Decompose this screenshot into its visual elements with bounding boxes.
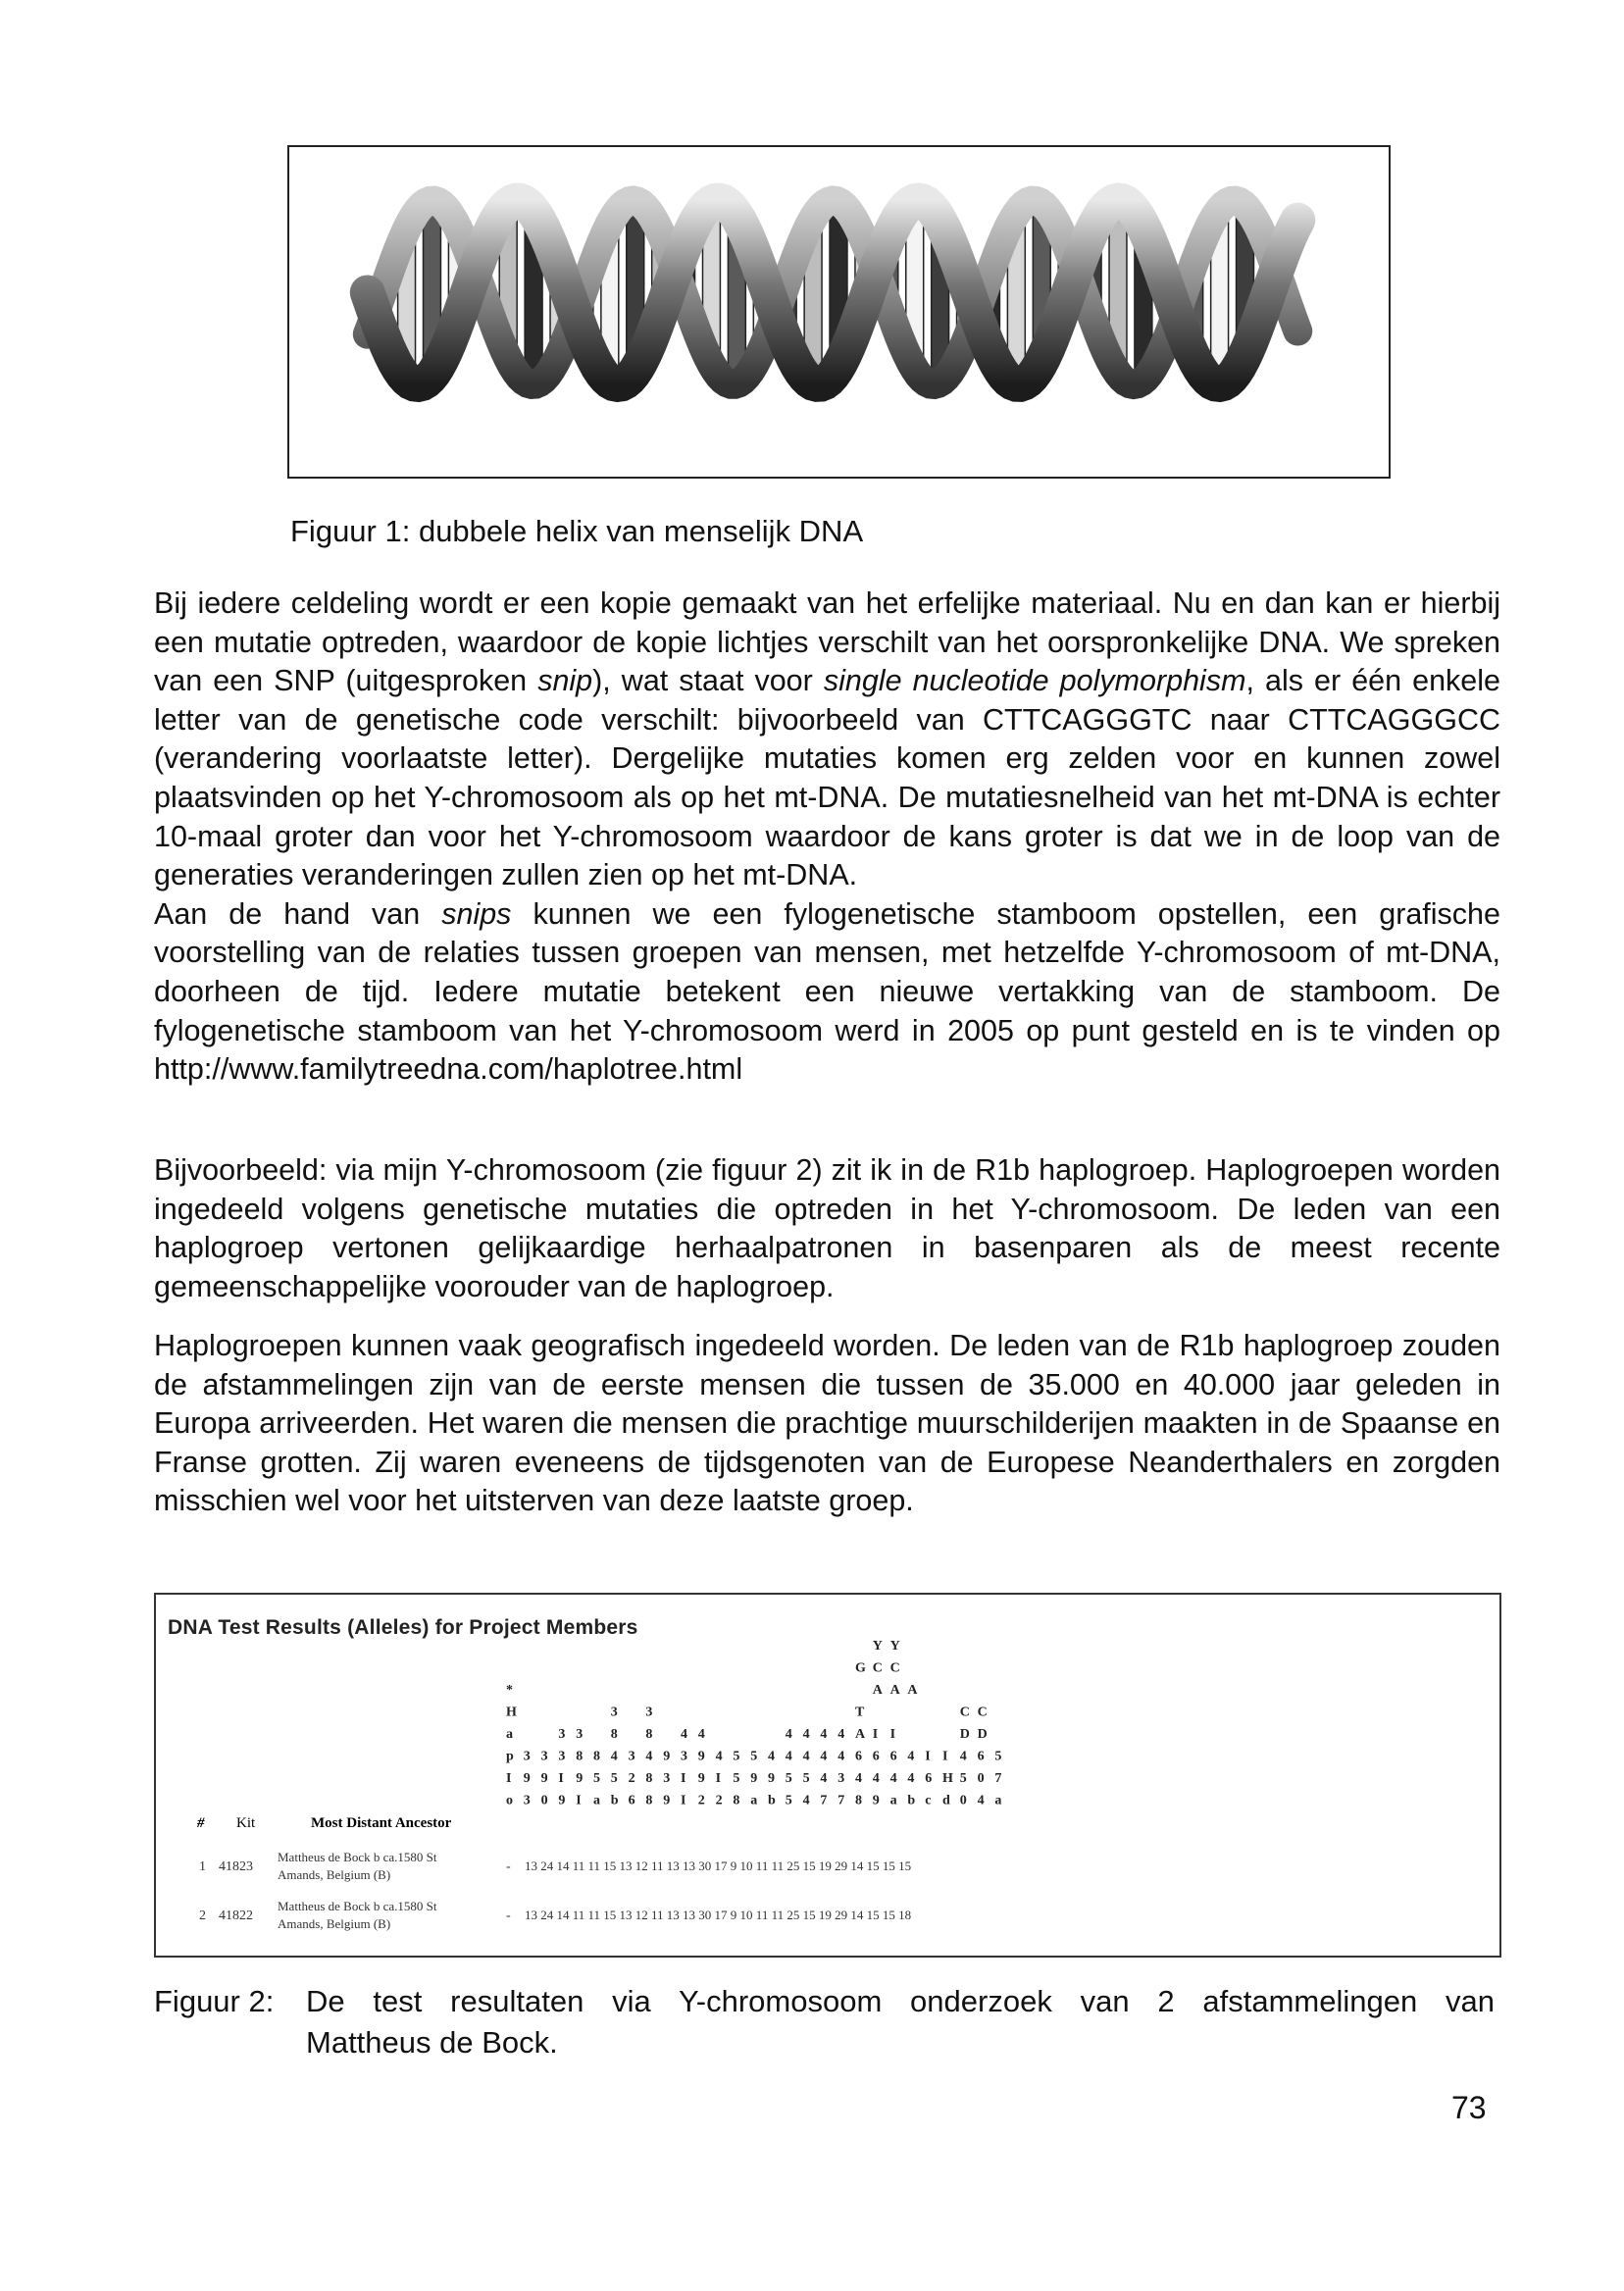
marker-header-char: 5 [593,1771,600,1786]
marker-header-char: 5 [733,1771,740,1786]
marker-header-char: 0 [977,1771,985,1786]
marker-header-char: b [610,1793,619,1808]
marker-header-char: 6 [855,1749,862,1764]
dna-helix-figure [287,145,1391,479]
row-number: 2 [199,1909,206,1923]
marker-header-char: a [506,1727,513,1742]
marker-header-char: I [889,1727,896,1742]
marker-header-char: 8 [610,1727,618,1742]
marker-header-char: 6 [925,1771,933,1786]
marker-header-char: 9 [576,1771,584,1786]
marker-header-char: 4 [785,1727,792,1742]
marker-header-char: 8 [645,1793,653,1808]
marker-header-char: 4 [837,1727,845,1742]
marker-header-char: Y [889,1639,900,1654]
marker-header-char: Y [872,1639,883,1654]
marker-header-char: o [506,1793,513,1808]
marker-header-char: 3 [681,1749,687,1764]
marker-header-char: 4 [820,1771,828,1786]
marker-header-char: 9 [872,1793,880,1808]
marker-header-char: 3 [540,1749,548,1764]
marker-header-char: 3 [576,1727,584,1742]
result-rows [199,1850,911,1931]
marker-header-char: 4 [907,1749,915,1764]
marker-header-char: 4 [802,1749,810,1764]
marker-header-char: I [942,1749,948,1764]
column-hash-label: # [197,1815,205,1831]
marker-header-char: C [872,1660,883,1676]
marker-header-char: H [506,1705,517,1720]
italic-term: snip [537,664,593,698]
text-run: Bij iedere celdeling wordt er een kopie gemaakt van het erfelijke materiaal. Nu en dan kan er hierbij een mutatie optreden, waardoor de kopie lichtjes verschilt van het oorspronkelijke DNA. We spreken van een SNP (uitgesproken [154,586,1500,698]
marker-header-char: 8 [645,1771,653,1786]
marker-header-char: c [925,1793,932,1808]
marker-header-char: 4 [977,1793,985,1808]
marker-header-char: 3 [837,1771,845,1786]
marker-header-char: 8 [855,1793,862,1808]
marker-header-char: b [907,1793,916,1808]
marker-header-char: 4 [907,1771,915,1786]
kit-number: 41822 [219,1909,253,1923]
marker-header-char: I [925,1749,931,1764]
marker-header-char: 4 [610,1749,618,1764]
marker-header-char: d [942,1793,950,1808]
marker-header-char: A [855,1727,866,1742]
marker-header-char: 5 [610,1771,618,1786]
marker-header-char: 9 [558,1793,566,1808]
paragraph-geography: Haplogroepen kunnen vaak geografisch ingedeeld worden. De leden van de R1b haplogroep zouden de afstammelingen zijn van de eerste mensen die tussen de 35.000 en 40.000 jaar geleden in Europa arriveerden. Het waren die mensen die prachtige muurschilderijen maakten in de Spaanse en Franse grotten. Zij waren eveneens de tijdsgenoten van de Europese Neanderthalers en zorgden misschien wel voor het uitsterven van deze laatste groep. [154,1329,1500,1518]
marker-header-char: 9 [697,1771,705,1786]
row-number: 1 [199,1859,206,1874]
marker-header-char: A [872,1683,883,1698]
marker-header-char: 3 [558,1749,566,1764]
marker-header-char: 0 [540,1793,548,1808]
row-dash: - [506,1909,511,1923]
marker-header-char: 4 [820,1727,828,1742]
marker-header-char: 4 [768,1749,775,1764]
table-grid [156,1595,1499,1956]
marker-header-char: I [715,1771,722,1786]
marker-header-char: 4 [872,1771,880,1786]
marker-header-char: 6 [977,1749,985,1764]
marker-header-char: 4 [889,1771,897,1786]
marker-header-char: 4 [645,1749,653,1764]
marker-header-char: a [889,1793,897,1808]
marker-header-char: 9 [750,1771,758,1786]
italic-term: snips [441,896,512,931]
marker-header-char: 6 [628,1793,635,1808]
text-run: , als er één enkele letter van de genetische code verschilt: bijvoorbeeld van CTTCAGGGTC naar CTTCAGGGCC (verandering voorlaatste letter). Dergelijke mutaties komen erg zelden voor en kunnen zowel plaatsvinden op het Y-chromosoom als op het mt-DNA. De mutatiesnelheid van het mt-DNA is echter 10-maal groter dan voor het Y-chromosoom waardoor de kans groter is dat we in de loop van de generaties veranderingen zullen zien op het mt-DNA. [154,664,1500,892]
marker-header-char: 2 [715,1793,723,1808]
marker-header-char: 5 [785,1793,792,1808]
marker-header-char: 4 [681,1727,687,1742]
marker-header-char: 8 [576,1749,584,1764]
marker-header-char: 8 [733,1793,740,1808]
marker-header-char: 5 [959,1771,967,1786]
marker-header-char: D [959,1727,970,1742]
marker-header-char: H [942,1771,953,1786]
marker-header-char: 9 [663,1793,671,1808]
figure-2-caption-line2: Mattheus de Bock. [306,2025,558,2060]
marker-header-char: C [977,1705,988,1720]
marker-header-char: I [681,1771,686,1786]
page-number: 73 [1451,2090,1487,2125]
dna-test-results-table [154,1593,1501,1958]
marker-header-char: 4 [802,1727,810,1742]
marker-header-char: 3 [523,1749,531,1764]
ancestor-location: Amands, Belgium (B) [278,1867,391,1882]
marker-header-char: 3 [610,1705,618,1720]
marker-header-char: 9 [697,1749,705,1764]
marker-header-char: 4 [802,1793,810,1808]
marker-header-char: 6 [872,1749,880,1764]
marker-header-char: b [768,1793,776,1808]
figure-2-caption [154,1981,1500,2063]
marker-header-char: 5 [733,1749,740,1764]
marker-header-char: I [506,1771,512,1786]
column-kit-label: Kit [236,1815,256,1831]
marker-header-char: 3 [645,1705,653,1720]
marker-header-char: I [558,1771,564,1786]
paragraph-snp-explanation [154,585,1500,1090]
marker-header-char: 4 [785,1749,792,1764]
marker-header-char: A [907,1683,918,1698]
marker-header-char: 6 [889,1749,897,1764]
table-title: DNA Test Results (Alleles) for Project Members [168,1616,638,1639]
marker-header-char: 9 [663,1749,671,1764]
marker-header-char: * [506,1683,513,1698]
marker-header-char: 9 [523,1771,531,1786]
text-run: kunnen we een fylogenetische stamboom opstellen, een grafische voorstelling van de relaties tussen groepen van mensen, met hetzelfde Y-chromosoom of mt-DNA, doorheen de tijd. Iedere mutatie betekent een nieuwe vertakking van de stamboom. De fylogenetische stamboom van het Y-chromosoom werd in 2005 op punt gesteld en is te vinden op http://www.familytreedna.com/haplotree.html [154,896,1500,1087]
marker-header-char: I [576,1793,582,1808]
marker-header-char: 5 [750,1749,758,1764]
marker-header-char: 3 [628,1749,635,1764]
marker-header-char: 9 [540,1771,548,1786]
italic-term: single nucleotide polymorphism [823,664,1246,698]
marker-header-char: 8 [645,1727,653,1742]
marker-header-char: 4 [959,1749,967,1764]
text-run: Aan de hand van [154,896,442,931]
marker-header-char: 7 [837,1793,845,1808]
row-dash: - [506,1859,511,1874]
paragraph-haplogroup: Bijvoorbeeld: via mijn Y-chromosoom (zie figuur 2) zit ik in de R1b haplogroep. Haplogroepen worden ingedeeld volgens genetische mutaties die optreden in het Y-chromosoom. De leden van een haplogroep vertonen gelijkaardige herhaalpatronen in basenparen als de meest recente gemeenschappelijke voorouder van de haplogroep. [154,1153,1500,1303]
marker-header-char: 4 [715,1749,723,1764]
marker-header-char: 2 [697,1793,705,1808]
marker-header-char: 7 [820,1793,828,1808]
column-ancestor-label: Most Distant Ancestor [311,1815,452,1831]
figure-2-label: Figuur 2: [154,1984,275,2018]
marker-header-char: 4 [820,1749,828,1764]
marker-header-char: 5 [785,1771,792,1786]
marker-header-char: I [681,1793,686,1808]
text-run: ), wat staat voor [592,664,824,698]
marker-header-char: 0 [959,1793,967,1808]
marker-header-char: 4 [697,1727,705,1742]
marker-header-char: a [593,1793,600,1808]
dna-helix-illustration [289,147,1389,477]
ancestor-location: Amands, Belgium (B) [278,1916,391,1931]
marker-header-char: 9 [768,1771,775,1786]
marker-header-char: 3 [663,1771,671,1786]
marker-header-char: 5 [802,1771,810,1786]
marker-header-char: C [889,1660,900,1676]
marker-header-char: 8 [593,1749,600,1764]
marker-header-char: a [994,1793,1002,1808]
marker-header-char: C [959,1705,970,1720]
kit-number: 41823 [219,1859,253,1874]
marker-header-char: T [855,1705,865,1720]
figure-2-caption-line1: De test resultaten via Y-chromosoom onderzoek van 2 afstammelingen van [306,1984,1495,2018]
marker-header-char: p [506,1749,514,1764]
marker-header-char: a [750,1793,758,1808]
figure-1-caption: Figuur 1: dubbele helix van menselijk DNA [290,514,864,548]
allele-values: 13 24 14 11 11 15 13 12 11 13 13 30 17 9 10 11 11 25 15 19 29 14 15 15 18 [525,1908,912,1922]
marker-header-char: 2 [628,1771,635,1786]
ancestor-name: Mattheus de Bock b ca.1580 St [278,1850,437,1864]
marker-header-char: 3 [523,1793,531,1808]
marker-header-char: G [855,1660,866,1676]
marker-header-char: 4 [855,1771,862,1786]
marker-header-char: D [977,1727,988,1742]
marker-header-char: 4 [837,1749,845,1764]
marker-header-char: 5 [994,1749,1002,1764]
ancestor-name: Mattheus de Bock b ca.1580 St [278,1899,437,1913]
marker-header-char: A [889,1683,900,1698]
marker-header-cells [506,1639,1001,1808]
allele-values: 13 24 14 11 11 15 13 12 11 13 13 30 17 9 10 11 11 25 15 19 29 14 15 15 15 [525,1858,912,1873]
marker-header-char: 7 [994,1771,1002,1786]
marker-header-char: I [872,1727,879,1742]
marker-header-char: 3 [558,1727,566,1742]
